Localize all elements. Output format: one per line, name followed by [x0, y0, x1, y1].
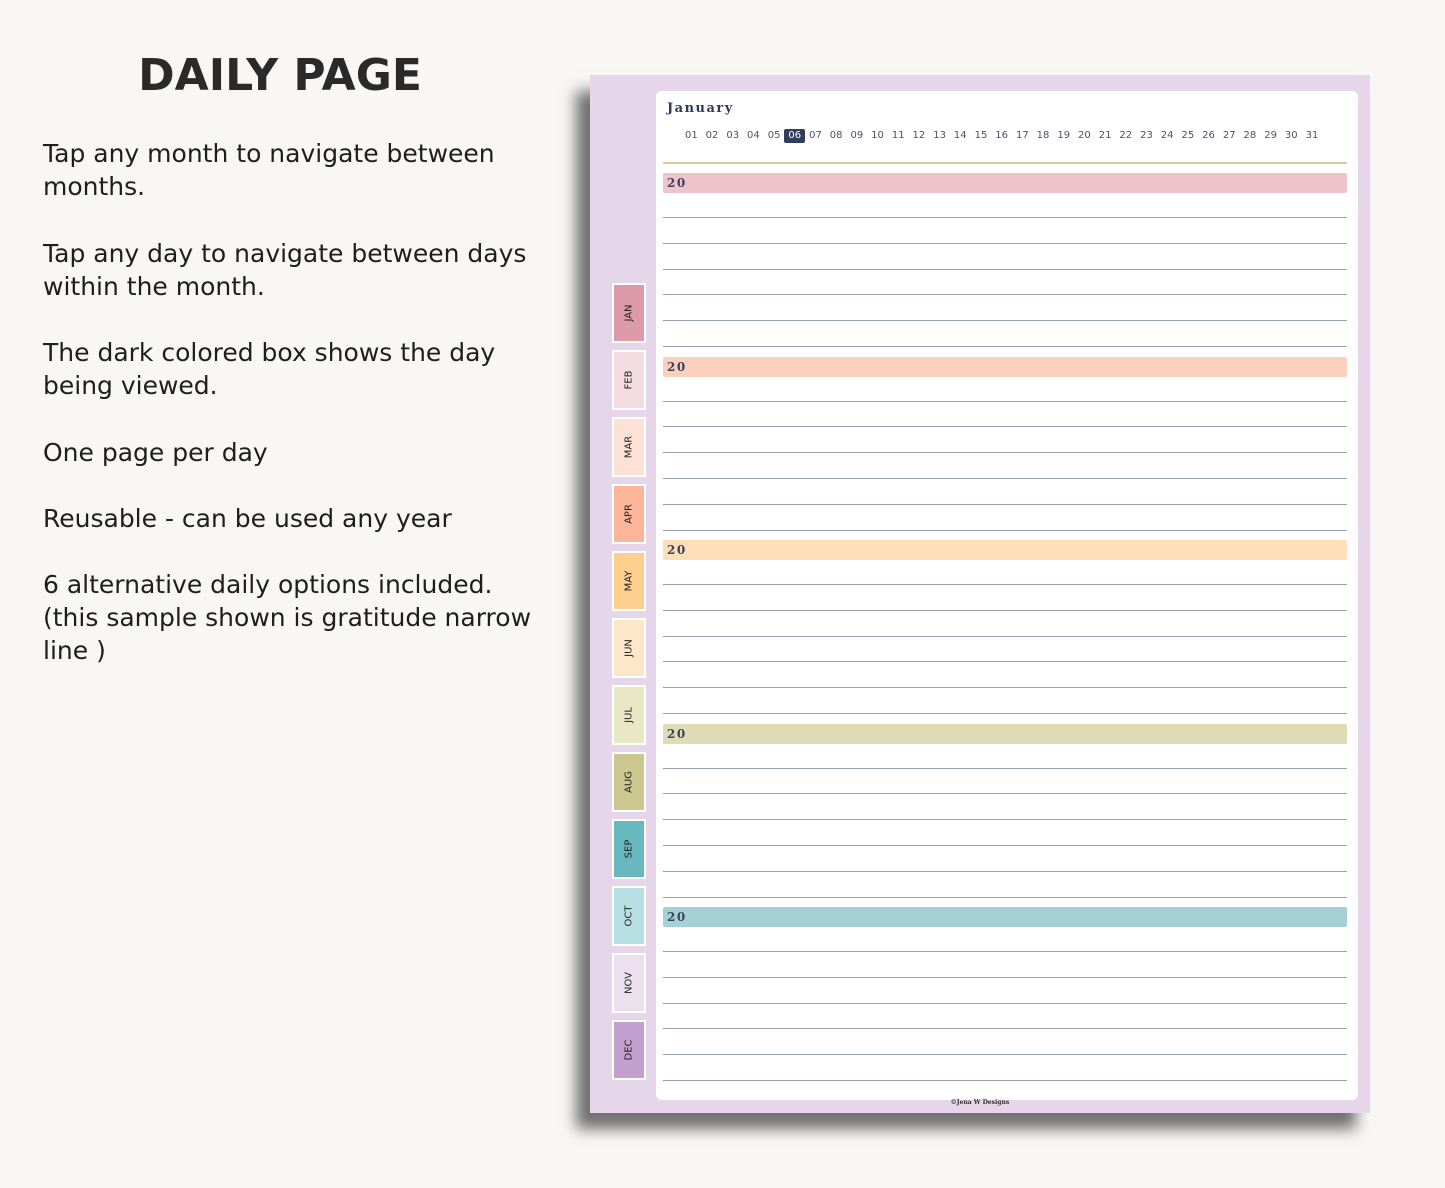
month-tab-label: JUN: [623, 639, 635, 657]
day-link-11[interactable]: 11: [891, 130, 905, 141]
day-link-07[interactable]: 07: [809, 130, 822, 141]
writing-line: [663, 610, 1347, 611]
month-tab-label: OCT: [623, 905, 635, 927]
day-link-15[interactable]: 15: [974, 130, 988, 141]
instruction-text: Reusable - can be used any year: [43, 504, 452, 533]
month-tab-jan[interactable]: [612, 283, 646, 343]
month-tab-label: APR: [623, 504, 635, 524]
day-link-08[interactable]: 08: [829, 130, 843, 141]
writing-line: [663, 687, 1347, 688]
year-band: 20: [663, 173, 1347, 193]
writing-line: [663, 819, 1347, 820]
writing-line: [663, 401, 1347, 402]
month-tab-may[interactable]: [612, 551, 646, 611]
copyright: ©Jena W Designs: [950, 1099, 1010, 1106]
month-tab-feb[interactable]: [612, 350, 646, 410]
writing-line: [663, 713, 1347, 714]
day-link-05[interactable]: 05: [767, 130, 781, 141]
writing-line: [663, 768, 1347, 769]
divider: [663, 162, 1347, 164]
day-link-31[interactable]: 31: [1305, 130, 1319, 141]
day-link-19[interactable]: 19: [1057, 130, 1071, 141]
writing-line: [663, 294, 1347, 295]
day-navigation: [681, 129, 1322, 143]
writing-line: [663, 1003, 1347, 1004]
month-tab-mar[interactable]: [612, 417, 646, 477]
day-link-16[interactable]: 16: [995, 130, 1009, 141]
day-link-20[interactable]: 20: [1078, 130, 1091, 141]
month-tab-label: DEC: [623, 1039, 635, 1061]
day-link-22[interactable]: 22: [1119, 130, 1133, 141]
day-link-13[interactable]: 13: [933, 130, 946, 141]
day-link-03[interactable]: 03: [726, 130, 740, 141]
month-tab-label: AUG: [623, 771, 635, 793]
month-tab-label: FEB: [623, 370, 635, 390]
writing-line: [663, 346, 1347, 347]
day-link-17[interactable]: 17: [1015, 130, 1029, 141]
writing-line: [663, 426, 1347, 427]
day-link-23[interactable]: 23: [1140, 130, 1153, 141]
month-tab-label: MAY: [623, 570, 635, 592]
day-link-24[interactable]: 24: [1160, 130, 1174, 141]
month-title: January: [667, 101, 734, 116]
writing-line: [663, 504, 1347, 505]
day-link-29[interactable]: 29: [1264, 130, 1277, 141]
month-tab-label: NOV: [623, 971, 635, 995]
day-link-10[interactable]: 10: [871, 130, 884, 141]
writing-line: [663, 1054, 1347, 1055]
writing-line: [663, 977, 1347, 978]
writing-line: [663, 897, 1347, 898]
month-tab-nov[interactable]: [612, 953, 646, 1013]
daily-card: [656, 91, 1358, 1100]
writing-line: [663, 320, 1347, 321]
day-link-04[interactable]: 04: [747, 130, 760, 141]
day-link-26[interactable]: 26: [1202, 130, 1215, 141]
writing-line: [663, 845, 1347, 846]
month-tab-aug[interactable]: [612, 752, 646, 812]
day-link-09[interactable]: 09: [850, 130, 864, 141]
month-tab-oct[interactable]: [612, 886, 646, 946]
day-link-30[interactable]: 30: [1284, 130, 1298, 141]
writing-line: [663, 793, 1347, 794]
month-tab-sep[interactable]: [612, 819, 646, 879]
writing-line: [663, 661, 1347, 662]
month-tab-label: MAR: [623, 435, 635, 459]
instruction-text: One page per day: [43, 438, 268, 467]
instruction-text: Tap any day to navigate between days within the month.: [43, 239, 527, 301]
writing-line: [663, 269, 1347, 270]
writing-line: [663, 951, 1347, 952]
month-tab-label: JUL: [623, 707, 635, 723]
planner-page: [590, 75, 1370, 1113]
day-link-28[interactable]: 28: [1243, 130, 1257, 141]
day-link-27[interactable]: 27: [1222, 130, 1236, 141]
month-tab-dec[interactable]: [612, 1020, 646, 1080]
year-band: 20: [663, 724, 1347, 744]
writing-line: [663, 243, 1347, 244]
day-link-21[interactable]: 21: [1098, 130, 1112, 141]
writing-line: [663, 478, 1347, 479]
day-link-14[interactable]: 14: [953, 130, 967, 141]
day-link-18[interactable]: 18: [1036, 130, 1050, 141]
writing-line: [663, 871, 1347, 872]
day-link-01[interactable]: 01: [684, 130, 698, 141]
writing-line: [663, 1028, 1347, 1029]
year-band: 20: [663, 907, 1347, 927]
writing-line: [663, 452, 1347, 453]
instruction-text: 6 alternative daily options included. (this sample shown is gratitude narrow line ): [43, 570, 532, 665]
day-link-02[interactable]: 02: [705, 130, 719, 141]
day-link-25[interactable]: 25: [1181, 130, 1195, 141]
writing-line: [663, 584, 1347, 585]
month-tab-label: SEP: [623, 839, 635, 859]
writing-line: [663, 1080, 1347, 1081]
writing-line: [663, 217, 1347, 218]
writing-line: [663, 636, 1347, 637]
instruction-text: Tap any month to navigate between months.: [43, 139, 495, 201]
month-tab-jun[interactable]: [612, 618, 646, 678]
day-link-12[interactable]: 12: [912, 130, 926, 141]
instruction-text: The dark colored box shows the day being viewed.: [43, 338, 496, 400]
year-band: 20: [663, 540, 1347, 560]
writing-line: [663, 530, 1347, 531]
year-band: 20: [663, 357, 1347, 377]
day-link-06[interactable]: 06: [784, 129, 805, 143]
month-tab-apr[interactable]: [612, 484, 646, 544]
month-tab-label: JAN: [623, 304, 635, 322]
page-title: DAILY PAGE: [138, 50, 422, 101]
month-tab-jul[interactable]: [612, 685, 646, 745]
